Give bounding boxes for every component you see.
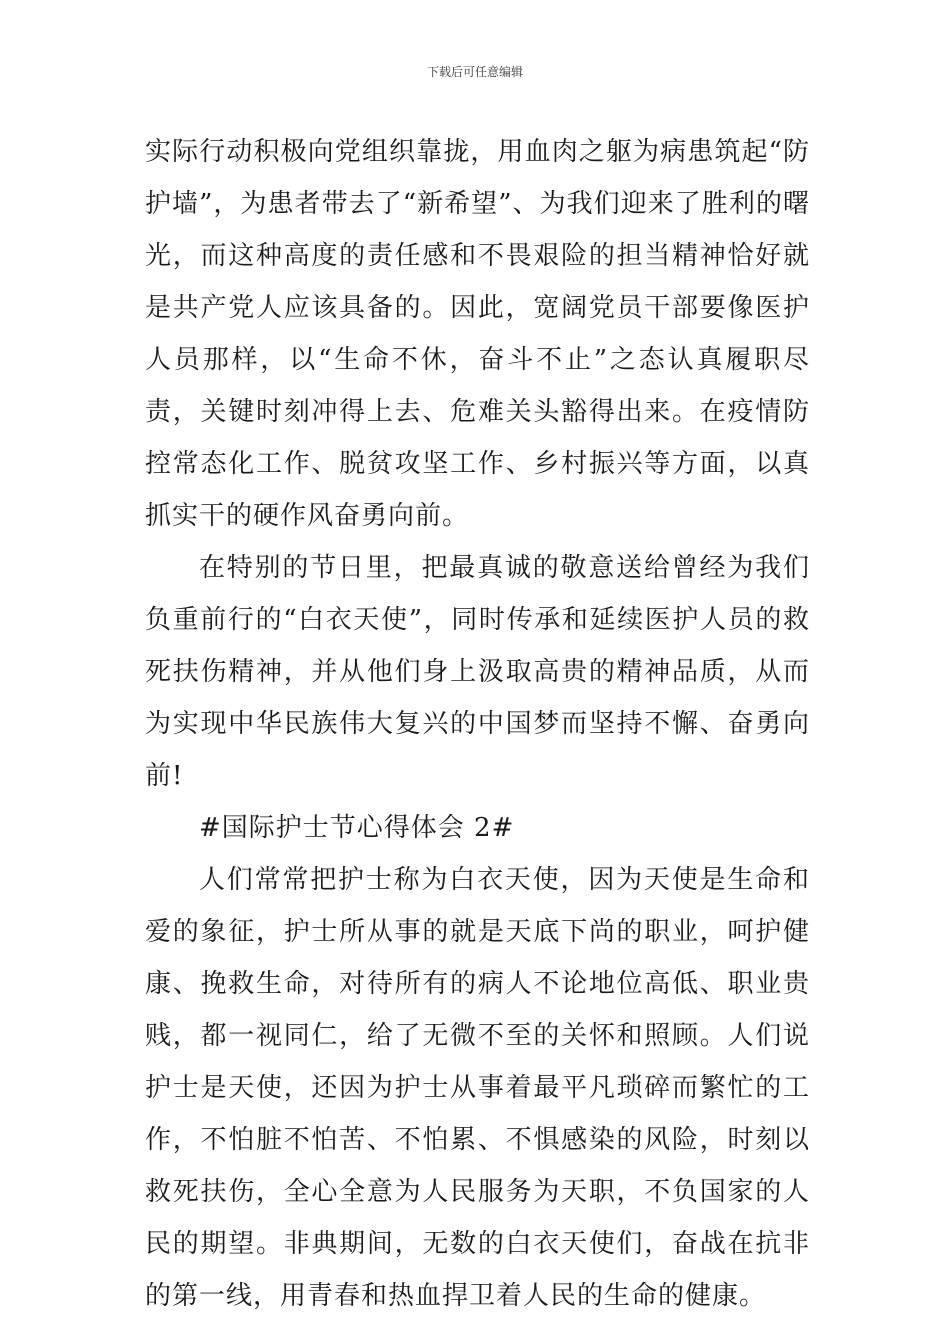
section-heading: #国际护士节心得体会 2#: [199, 813, 515, 843]
page-header: 下载后可任意编辑: [426, 65, 523, 79]
paragraph-continuation: 实际行动积极向党组织靠拢，用血肉之躯为病患筑起“防护墙”，为患者带去了“新希望”、为我们迎来了胜利的曙光，而这种高度的责任感和不畏艰险的担当精神恰好就是共产党人应该具备的。因此，宽阔党员干部要像医护人员那样，以“生命不休，奋斗不止”之态认真履职尽责，关键时刻冲得上去、危难关头豁得出来。在疫情防控常态化工作、脱贫攻坚工作、乡村振兴等方面，以真抓实干的硬作风奋勇向前。: [145, 137, 810, 531]
document-body: [145, 126, 810, 1322]
paragraph: 在特别的节日里，把最真诚的敬意送给曾经为我们负重前行的“白衣天使”，同时传承和延续医护人员的救死扶伤精神，并从他们身上汲取高贵的精神品质，从而为实现中华民族伟大复兴的中国梦而坚持不懈、奋勇向前!: [145, 553, 810, 791]
paragraph: 人们常常把护士称为白衣天使，因为天使是生命和爱的象征，护士所从事的就是天底下尚的职业，呵护健康、挽救生命，对待所有的病人不论地位高低、职业贵贱，都一视同仁，给了无微不至的关怀和照顾。人们说护士是天使，还因为护士从事着最平凡琐碎而繁忙的工作，不怕脏不怕苦、不怕累、不惧感染的风险，时刻以救死扶伤，全心全意为人民服务为天职，不负国家的人民的期望。非典期间，无数的白衣天使们，奋战在抗非的第一线，用青春和热血捍卫着人民的生命的健康。: [145, 865, 810, 1311]
